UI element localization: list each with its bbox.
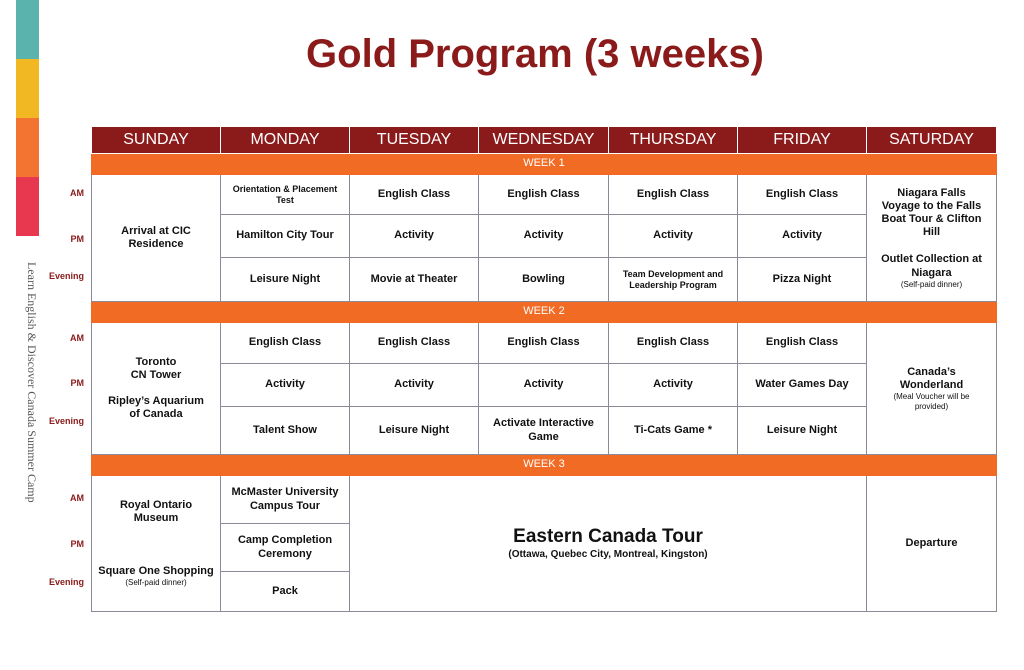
w1-tuesday-pm: Activity xyxy=(350,215,479,258)
side-caption: Learn English & Discover Canada Summer Camp xyxy=(25,262,39,503)
w3-sunday xyxy=(92,476,221,612)
w1-wednesday-evening: Bowling xyxy=(479,258,609,302)
day-header-friday: FRIDAY xyxy=(738,127,867,154)
w1-saturday-second: Outlet Collection at Niagara xyxy=(881,253,982,279)
w1-saturday-note: (Self-paid dinner) xyxy=(900,279,963,289)
w2-thursday-evening: Ti-Cats Game * xyxy=(609,407,738,455)
w2-saturday-main: Canada’s Wonderland xyxy=(899,365,964,391)
w2-tuesday-evening: Leisure Night xyxy=(350,407,479,455)
w2-friday-pm: Water Games Day xyxy=(738,364,867,407)
slot-label-am-w2: AM xyxy=(70,333,84,343)
page-title: Gold Program (3 weeks) xyxy=(306,32,764,76)
w3-monday-pm: Camp Completion Ceremony xyxy=(221,524,350,572)
w1-tuesday-evening: Movie at Theater xyxy=(350,258,479,302)
slot-label-pm-w3: PM xyxy=(70,539,84,549)
day-header-monday: MONDAY xyxy=(221,127,350,154)
slot-label-am-w1: AM xyxy=(70,188,84,198)
w1-sunday: Arrival at CIC Residence xyxy=(92,175,221,302)
w2-thursday-pm: Activity xyxy=(609,364,738,407)
slot-label-pm-w2: PM xyxy=(70,378,84,388)
w3-sunday-line1: Royal Ontario Museum xyxy=(119,498,193,525)
w3-monday-evening: Pack xyxy=(221,572,350,612)
day-header-saturday: SATURDAY xyxy=(867,127,997,154)
w1-wednesday-pm: Activity xyxy=(479,215,609,258)
w2-friday-evening: Leisure Night xyxy=(738,407,867,455)
day-header-wednesday: WEDNESDAY xyxy=(479,127,609,154)
schedule-table xyxy=(91,126,997,612)
slot-label-pm-w1: PM xyxy=(70,234,84,244)
day-header-sunday: SUNDAY xyxy=(92,127,221,154)
w1-wednesday-am: English Class xyxy=(479,175,609,215)
w2-monday-evening: Talent Show xyxy=(221,407,350,455)
w1-tuesday-am: English Class xyxy=(350,175,479,215)
w2-saturday xyxy=(867,323,997,455)
slot-label-evening-w1: Evening xyxy=(48,271,84,281)
day-header-thursday: THURSDAY xyxy=(609,127,738,154)
week-2-bar: WEEK 2 xyxy=(92,302,997,323)
w1-friday-pm: Activity xyxy=(738,215,867,258)
w2-tuesday-pm: Activity xyxy=(350,364,479,407)
w2-monday-pm: Activity xyxy=(221,364,350,407)
w1-thursday-pm: Activity xyxy=(609,215,738,258)
slot-label-evening-w2: Evening xyxy=(48,416,84,426)
w1-friday-evening: Pizza Night xyxy=(738,258,867,302)
w1-monday-am: Orientation & Placement Test xyxy=(221,175,350,215)
tour-title: Eastern Canada Tour xyxy=(513,526,703,548)
w2-thursday-am: English Class xyxy=(609,323,738,364)
w2-sunday-line2: CN Tower xyxy=(130,368,182,381)
w2-sunday xyxy=(92,323,221,455)
w1-saturday-main: Niagara Falls Voyage to the Falls Boat Tour & Clifton Hill xyxy=(881,186,982,239)
w2-sunday-line3: Ripley’s Aquarium of Canada xyxy=(108,395,204,421)
eastern-canada-tour xyxy=(350,476,867,612)
accent-bar-orange xyxy=(16,118,39,177)
day-header-tuesday: TUESDAY xyxy=(350,127,479,154)
w2-monday-am: English Class xyxy=(221,323,350,364)
w1-monday-pm: Hamilton City Tour xyxy=(221,215,350,258)
day-header-row xyxy=(92,127,997,154)
w1-thursday-am: English Class xyxy=(609,175,738,215)
w3-saturday: Departure xyxy=(867,476,997,612)
w1-friday-am: English Class xyxy=(738,175,867,215)
w2-wednesday-pm: Activity xyxy=(479,364,609,407)
slot-label-evening-w3: Evening xyxy=(48,577,84,587)
w2-wednesday-evening: Activate Interactive Game xyxy=(479,407,609,455)
w3-sunday-note: (Self-paid dinner) xyxy=(125,578,187,588)
w2-wednesday-am: English Class xyxy=(479,323,609,364)
week-1-bar: WEEK 1 xyxy=(92,154,997,175)
w1-thursday-evening: Team Development and Leadership Program xyxy=(609,258,738,302)
w2-sunday-line1: Toronto xyxy=(135,355,177,368)
w3-monday-am: McMaster University Campus Tour xyxy=(221,476,350,524)
w1-monday-evening: Leisure Night xyxy=(221,258,350,302)
week-3-bar: WEEK 3 xyxy=(92,455,997,476)
w2-saturday-note: (Meal Voucher will be provided) xyxy=(893,392,970,411)
slot-label-am-w3: AM xyxy=(70,493,84,503)
w2-friday-am: English Class xyxy=(738,323,867,364)
w1-saturday xyxy=(867,175,997,302)
accent-bar-red xyxy=(16,177,39,236)
w3-sunday-line2: Square One Shopping xyxy=(98,565,214,578)
tour-cities: (Ottawa, Quebec City, Montreal, Kingston) xyxy=(508,548,708,560)
w2-tuesday-am: English Class xyxy=(350,323,479,364)
